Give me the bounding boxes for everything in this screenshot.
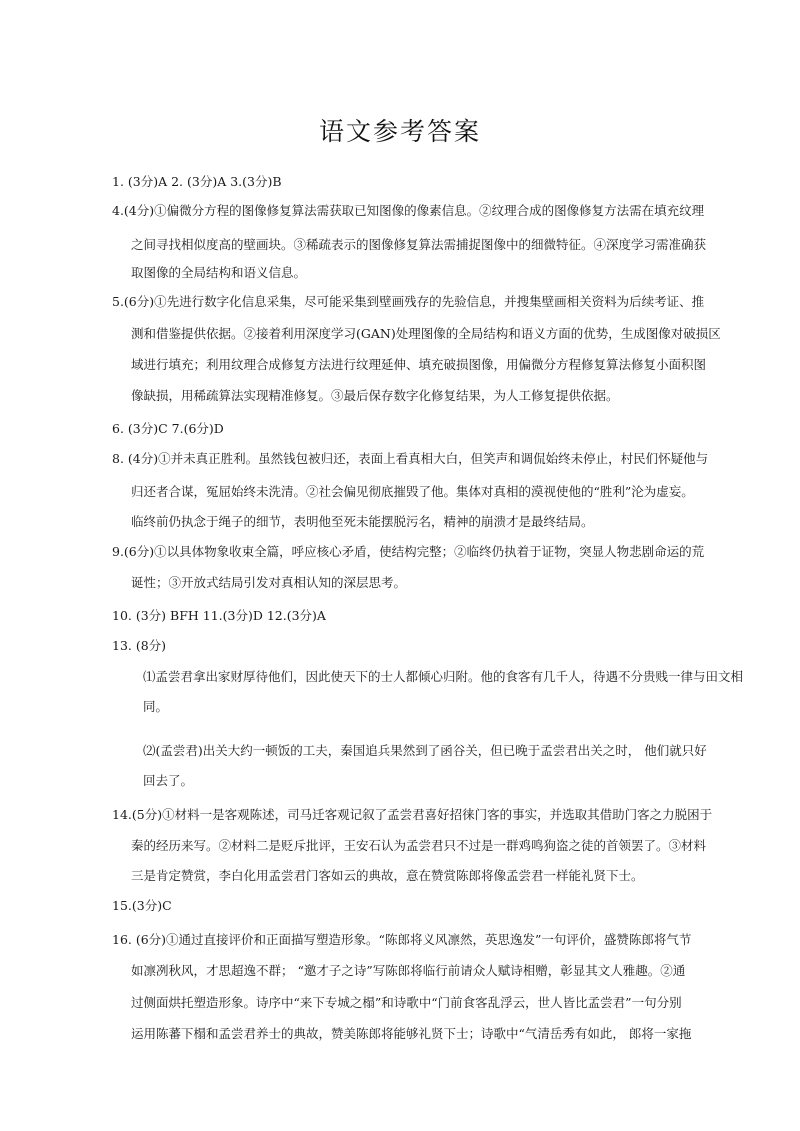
answer-line: 4.(4分)①偏微分方程的图像修复算法需获取已知图像的像素信息。②纹理合成的图像修复方法需在填充纹理: [112, 203, 705, 218]
answer-line: 域进行填充；利用纹理合成修复方法进行纹理延伸、填充破损图像，用偏微分方程修复算法修复小面积图: [131, 357, 707, 372]
answer-line: 5.(6分)①先进行数字化信息采集，尽可能采集到壁画残存的先验信息，并搜集壁画相关资料为后续考证、推: [112, 294, 705, 309]
answer-line: 诞性；③开放式结局引发对真相认知的深层思考。: [131, 575, 407, 590]
answer-line: 6. (3分)C 7.(6分)D: [112, 421, 224, 436]
answer-line: 像缺损，用稀疏算法实现精准修复。③最后保存数字化修复结果，为人工修复提供依据。: [131, 388, 619, 403]
answer-line: 过侧面烘托塑造形象。诗序中“来下专城之榻”和诗歌中“门前食客乱浮云，世人皆比孟尝君”一句分别: [131, 995, 682, 1010]
answer-line: 三是肯定赞赏，李白化用孟尝君门客如云的典故，意在赞赏陈郎将像孟尝君一样能礼贤下士。: [131, 868, 644, 883]
answer-line: 15.(3分)C: [112, 898, 172, 913]
answer-line: 9.(6分)①以具体物象收束全篇，呼应核心矛盾，使结构完整；②临终仍执着于证物，突显人物悲剧命运的荒: [112, 544, 705, 559]
page-title: 语文参考答案: [318, 117, 481, 146]
answer-line: 取图像的全局结构和语义信息。: [131, 265, 307, 280]
answer-line: 13. (8分): [112, 638, 167, 653]
answer-line: 14.(5分)①材料一是客观陈述，司马迁客观记叙了孟尝君喜好招徕门客的事实，并选取其借助门客之力脱困于: [112, 807, 713, 822]
answer-line: 测和借鉴提供依据。②接着利用深度学习(GAN)处理图像的全局结构和语义方面的优势，生成图像对破损区: [131, 326, 721, 341]
answer-line: 回去了。: [143, 773, 194, 788]
answer-line: 运用陈蕃下榻和孟尝君养士的典故，赞美陈郎将能够礼贤下士；诗歌中“气清岳秀有如此， 郎将一家拖: [131, 1026, 692, 1041]
answer-line: ⑵(孟尝君)出关大约一顿饭的工夫，秦国追兵果然到了函谷关，但已晚于孟尝君出关之时， 他们就只好: [143, 743, 707, 758]
answer-line: 临终前仍执念于绳子的细节，表明他至死未能摆脱污名，精神的崩溃才是最终结局。: [131, 514, 594, 529]
answer-line: 1. (3分)A 2. (3分)A 3.(3分)B: [112, 174, 282, 189]
answer-line: 同。: [143, 699, 169, 714]
answer-line: ⑴孟尝君拿出家财厚待他们，因此使天下的士人都倾心归附。他的食客有几千人，待遇不分贵贱一律与田文相: [143, 669, 744, 684]
answer-line: 秦的经历来写。②材料二是贬斥批评，王安石认为孟尝君只不过是一群鸡鸣狗盗之徒的首领罢了。③材料: [131, 838, 707, 853]
answer-line: 16. (6分)①通过直接评价和正面描写塑造形象。“陈郎将义风凛然，英思逸发”一句评价，盛赞陈郎将气节: [112, 932, 692, 947]
answer-line: 之间寻找相似度高的壁画块。③稀疏表示的图像修复算法需捕捉图像中的细微特征。④深度学习需准确获: [131, 237, 707, 252]
answer-line: 8. (4分)①并未真正胜利。虽然钱包被归还，表面上看真相大白，但笑声和调侃始终未停止，村民们怀疑他与: [112, 451, 709, 466]
answer-line: 如凛冽秋风，才思超逸不群； “邀才子之诗”写陈郎将临行前请众人赋诗相赠，彰显其文人雅趣。②通: [131, 963, 686, 978]
answer-line: 归还者合谋，冤屈始终未洗清。②社会偏见彻底摧毁了他。集体对真相的漠视使他的“胜利”沦为虚妄。: [131, 484, 694, 499]
answer-line: 10. (3分) BFH 11.(3分)D 12.(3分)A: [112, 608, 326, 623]
